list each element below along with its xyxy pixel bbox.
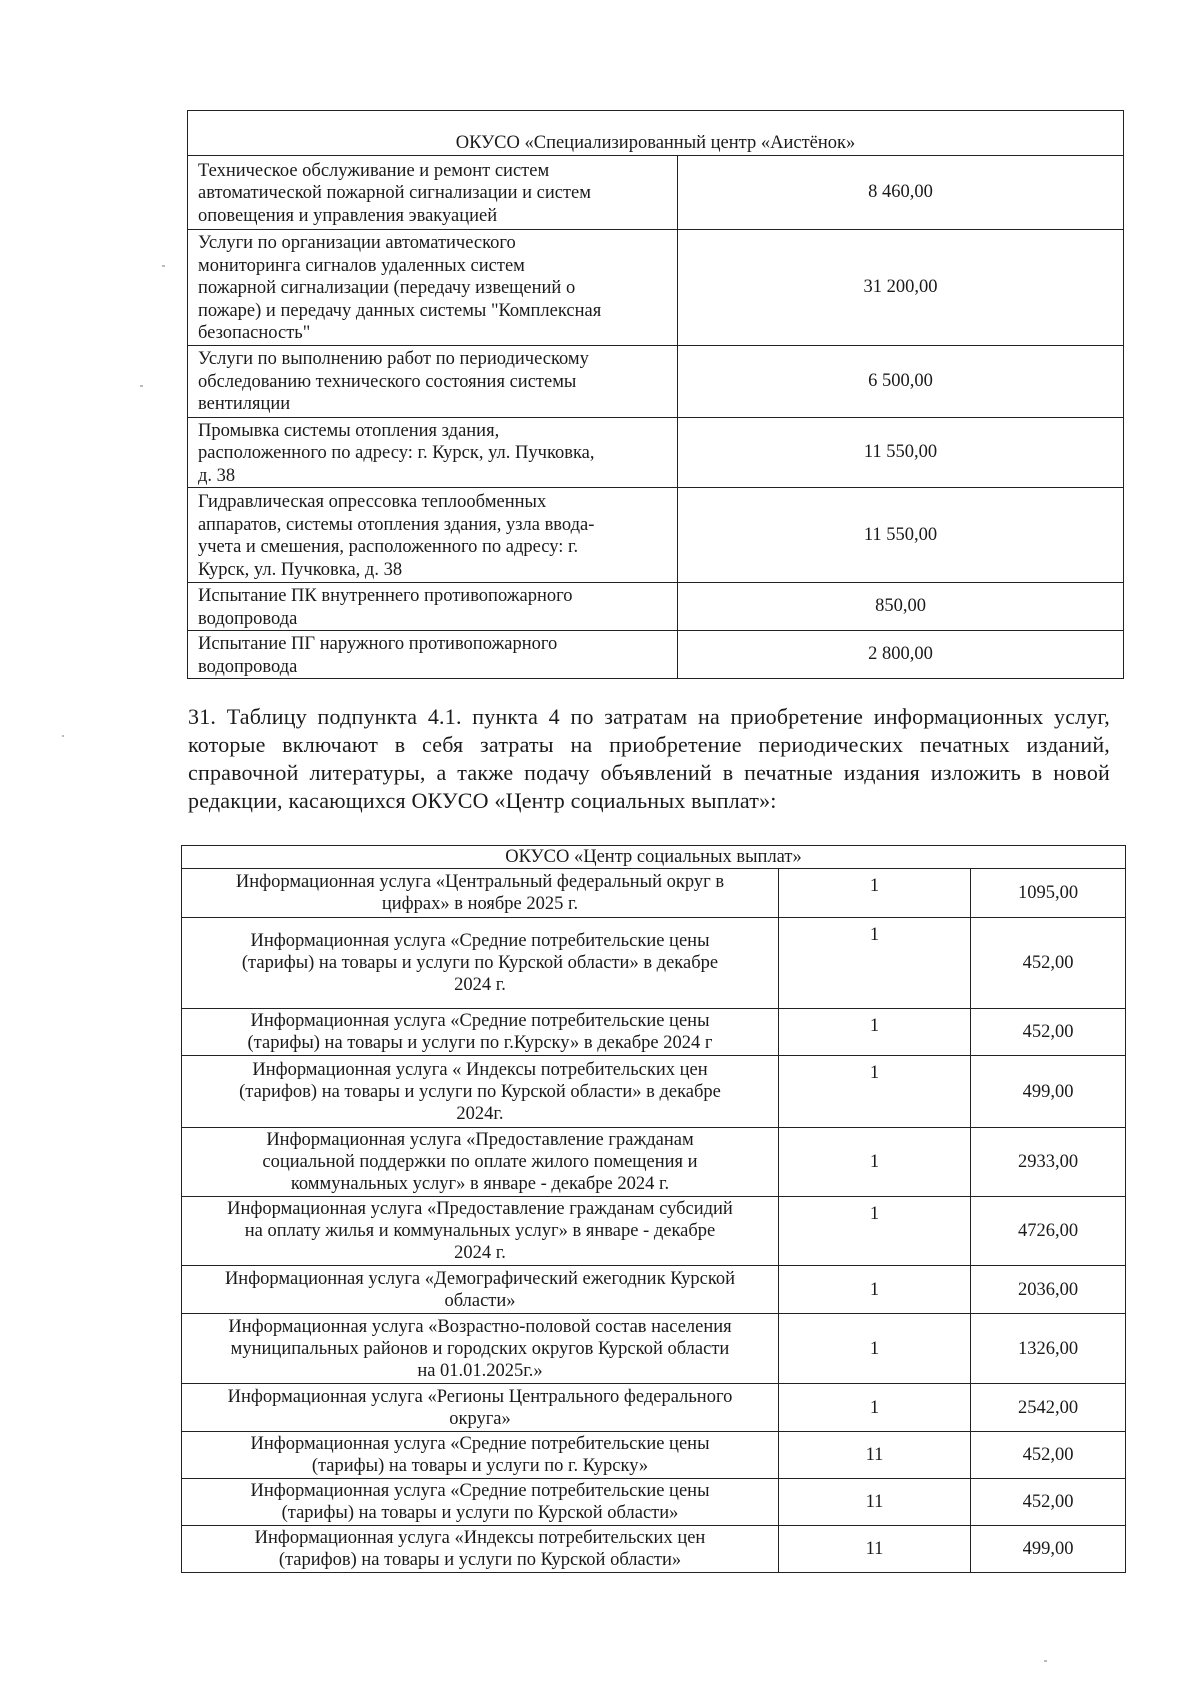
service-amount: 452,00 (971, 1009, 1126, 1056)
service-quantity: 11 (779, 1479, 971, 1526)
scan-speck (1044, 1660, 1047, 1662)
table-row (182, 1384, 1126, 1432)
service-quantity: 1 (779, 1197, 971, 1266)
table-specialized-center (187, 110, 1124, 679)
service-price: 850,00 (678, 583, 1124, 631)
service-amount: 499,00 (971, 1526, 1126, 1573)
service-description: Информационная услуга «Средние потребительские цены (тарифы) на товары и услуги по Курской области» (182, 1479, 779, 1526)
service-quantity: 1 (779, 1128, 971, 1197)
service-amount: 2542,00 (971, 1384, 1126, 1432)
service-amount: 1326,00 (971, 1314, 1126, 1384)
service-amount: 2933,00 (971, 1128, 1126, 1197)
service-description: Информационная услуга «Предоставление гражданам субсидий на оплату жилья и коммунальных услуг» в январе - декабре 2024 г. (182, 1197, 779, 1266)
service-quantity: 1 (779, 1056, 971, 1128)
amendment-paragraph: 31. Таблицу подпункта 4.1. пункта 4 по затратам на приобретение информационных услуг, которые включают в себя затраты на приобретение периодических печатных изданий, справочной литературы, а также подачу объявлений в печатные издания изложить в новой редакции, касающихся ОКУСО «Центр социальных выплат»: (188, 704, 1110, 813)
table-header: ОКУСО «Специализированный центр «Аистёнок» (188, 111, 1124, 156)
service-description: Информационная услуга «Средние потребительские цены (тарифы) на товары и услуги по г. Курску» (182, 1432, 779, 1479)
table-row (182, 1197, 1126, 1266)
service-amount: 499,00 (971, 1056, 1126, 1128)
service-amount: 2036,00 (971, 1266, 1126, 1314)
service-description: Информационная услуга «Средние потребительские цены (тарифы) на товары и услуги по г.Курску» в декабре 2024 г (182, 1009, 779, 1056)
service-description: Информационная услуга «Возрастно-половой состав населения муниципальных районов и городских округов Курской области на 01.01.2025г.» (182, 1314, 779, 1384)
service-amount: 452,00 (971, 1479, 1126, 1526)
service-description: Гидравлическая опрессовка теплообменных аппаратов, системы отопления здания, узла ввода- учета и смешения, расположенного по адресу: г. Курск, ул. Пучковка, д. 38 (188, 488, 678, 583)
service-description: Услуги по выполнению работ по периодическому обследованию технического состояния системы вентиляции (188, 345, 678, 417)
service-price: 11 550,00 (678, 417, 1124, 488)
service-description: Информационная услуга «Индексы потребительских цен (тарифов) на товары и услуги по Курской области» (182, 1526, 779, 1573)
table-row (188, 583, 1124, 631)
table-row (182, 1128, 1126, 1197)
table-row (188, 230, 1124, 346)
service-quantity: 1 (779, 1009, 971, 1056)
table-row (182, 1526, 1126, 1573)
service-amount: 1095,00 (971, 869, 1126, 918)
service-quantity: 1 (779, 1314, 971, 1384)
service-description: Техническое обслуживание и ремонт систем автоматической пожарной сигнализации и систем оповещения и управления эвакуацией (188, 156, 678, 230)
table-row (182, 869, 1126, 918)
service-description: Информационная услуга « Индексы потребительских цен (тарифов) на товары и услуги по Курской области» в декабре 2024г. (182, 1056, 779, 1128)
service-description: Информационная услуга «Средние потребительские цены (тарифы) на товары и услуги по Курской области» в декабре 2024 г. (182, 918, 779, 1009)
service-quantity: 1 (779, 1266, 971, 1314)
table-row (182, 1432, 1126, 1479)
table-row (188, 488, 1124, 583)
service-quantity: 1 (779, 1384, 971, 1432)
service-description: Информационная услуга «Предоставление гражданам социальной поддержки по оплате жилого помещения и коммунальных услуг» в январе - декабре 2024 г. (182, 1128, 779, 1197)
service-price: 2 800,00 (678, 631, 1124, 679)
table-row (182, 918, 1126, 1009)
table-row (188, 631, 1124, 679)
table-row (188, 345, 1124, 417)
table-social-payments (181, 845, 1126, 1573)
scan-speck (162, 265, 165, 267)
service-description: Услуги по организации автоматического мониторинга сигналов удаленных систем пожарной сигнализации (передачу извещений о пожаре) и передачу данных системы "Комплексная безопасность" (188, 230, 678, 346)
table-row (188, 417, 1124, 488)
scan-speck (62, 735, 64, 737)
table-header: ОКУСО «Центр социальных выплат» (182, 846, 1126, 869)
table-row (182, 1009, 1126, 1056)
service-price: 11 550,00 (678, 488, 1124, 583)
service-description: Испытание ПГ наружного противопожарного водопровода (188, 631, 678, 679)
service-description: Информационная услуга «Регионы Центрального федерального округа» (182, 1384, 779, 1432)
service-description: Информационная услуга «Центральный федеральный округ в цифрах» в ноябре 2025 г. (182, 869, 779, 918)
service-price: 31 200,00 (678, 230, 1124, 346)
service-quantity: 11 (779, 1526, 971, 1573)
table-header-row (182, 846, 1126, 869)
service-amount: 452,00 (971, 918, 1126, 1009)
service-description: Промывка системы отопления здания, расположенного по адресу: г. Курск, ул. Пучковка, д. 38 (188, 417, 678, 488)
table-header-row (188, 111, 1124, 156)
scan-speck (140, 385, 143, 387)
service-amount: 4726,00 (971, 1197, 1126, 1266)
service-amount: 452,00 (971, 1432, 1126, 1479)
service-price: 8 460,00 (678, 156, 1124, 230)
service-description: Испытание ПК внутреннего противопожарного водопровода (188, 583, 678, 631)
service-quantity: 1 (779, 918, 971, 1009)
service-description: Информационная услуга «Демографический ежегодник Курской области» (182, 1266, 779, 1314)
service-quantity: 1 (779, 869, 971, 918)
table-row (188, 156, 1124, 230)
table-row (182, 1056, 1126, 1128)
table-row (182, 1479, 1126, 1526)
table-row (182, 1266, 1126, 1314)
service-price: 6 500,00 (678, 345, 1124, 417)
table-row (182, 1314, 1126, 1384)
service-quantity: 11 (779, 1432, 971, 1479)
